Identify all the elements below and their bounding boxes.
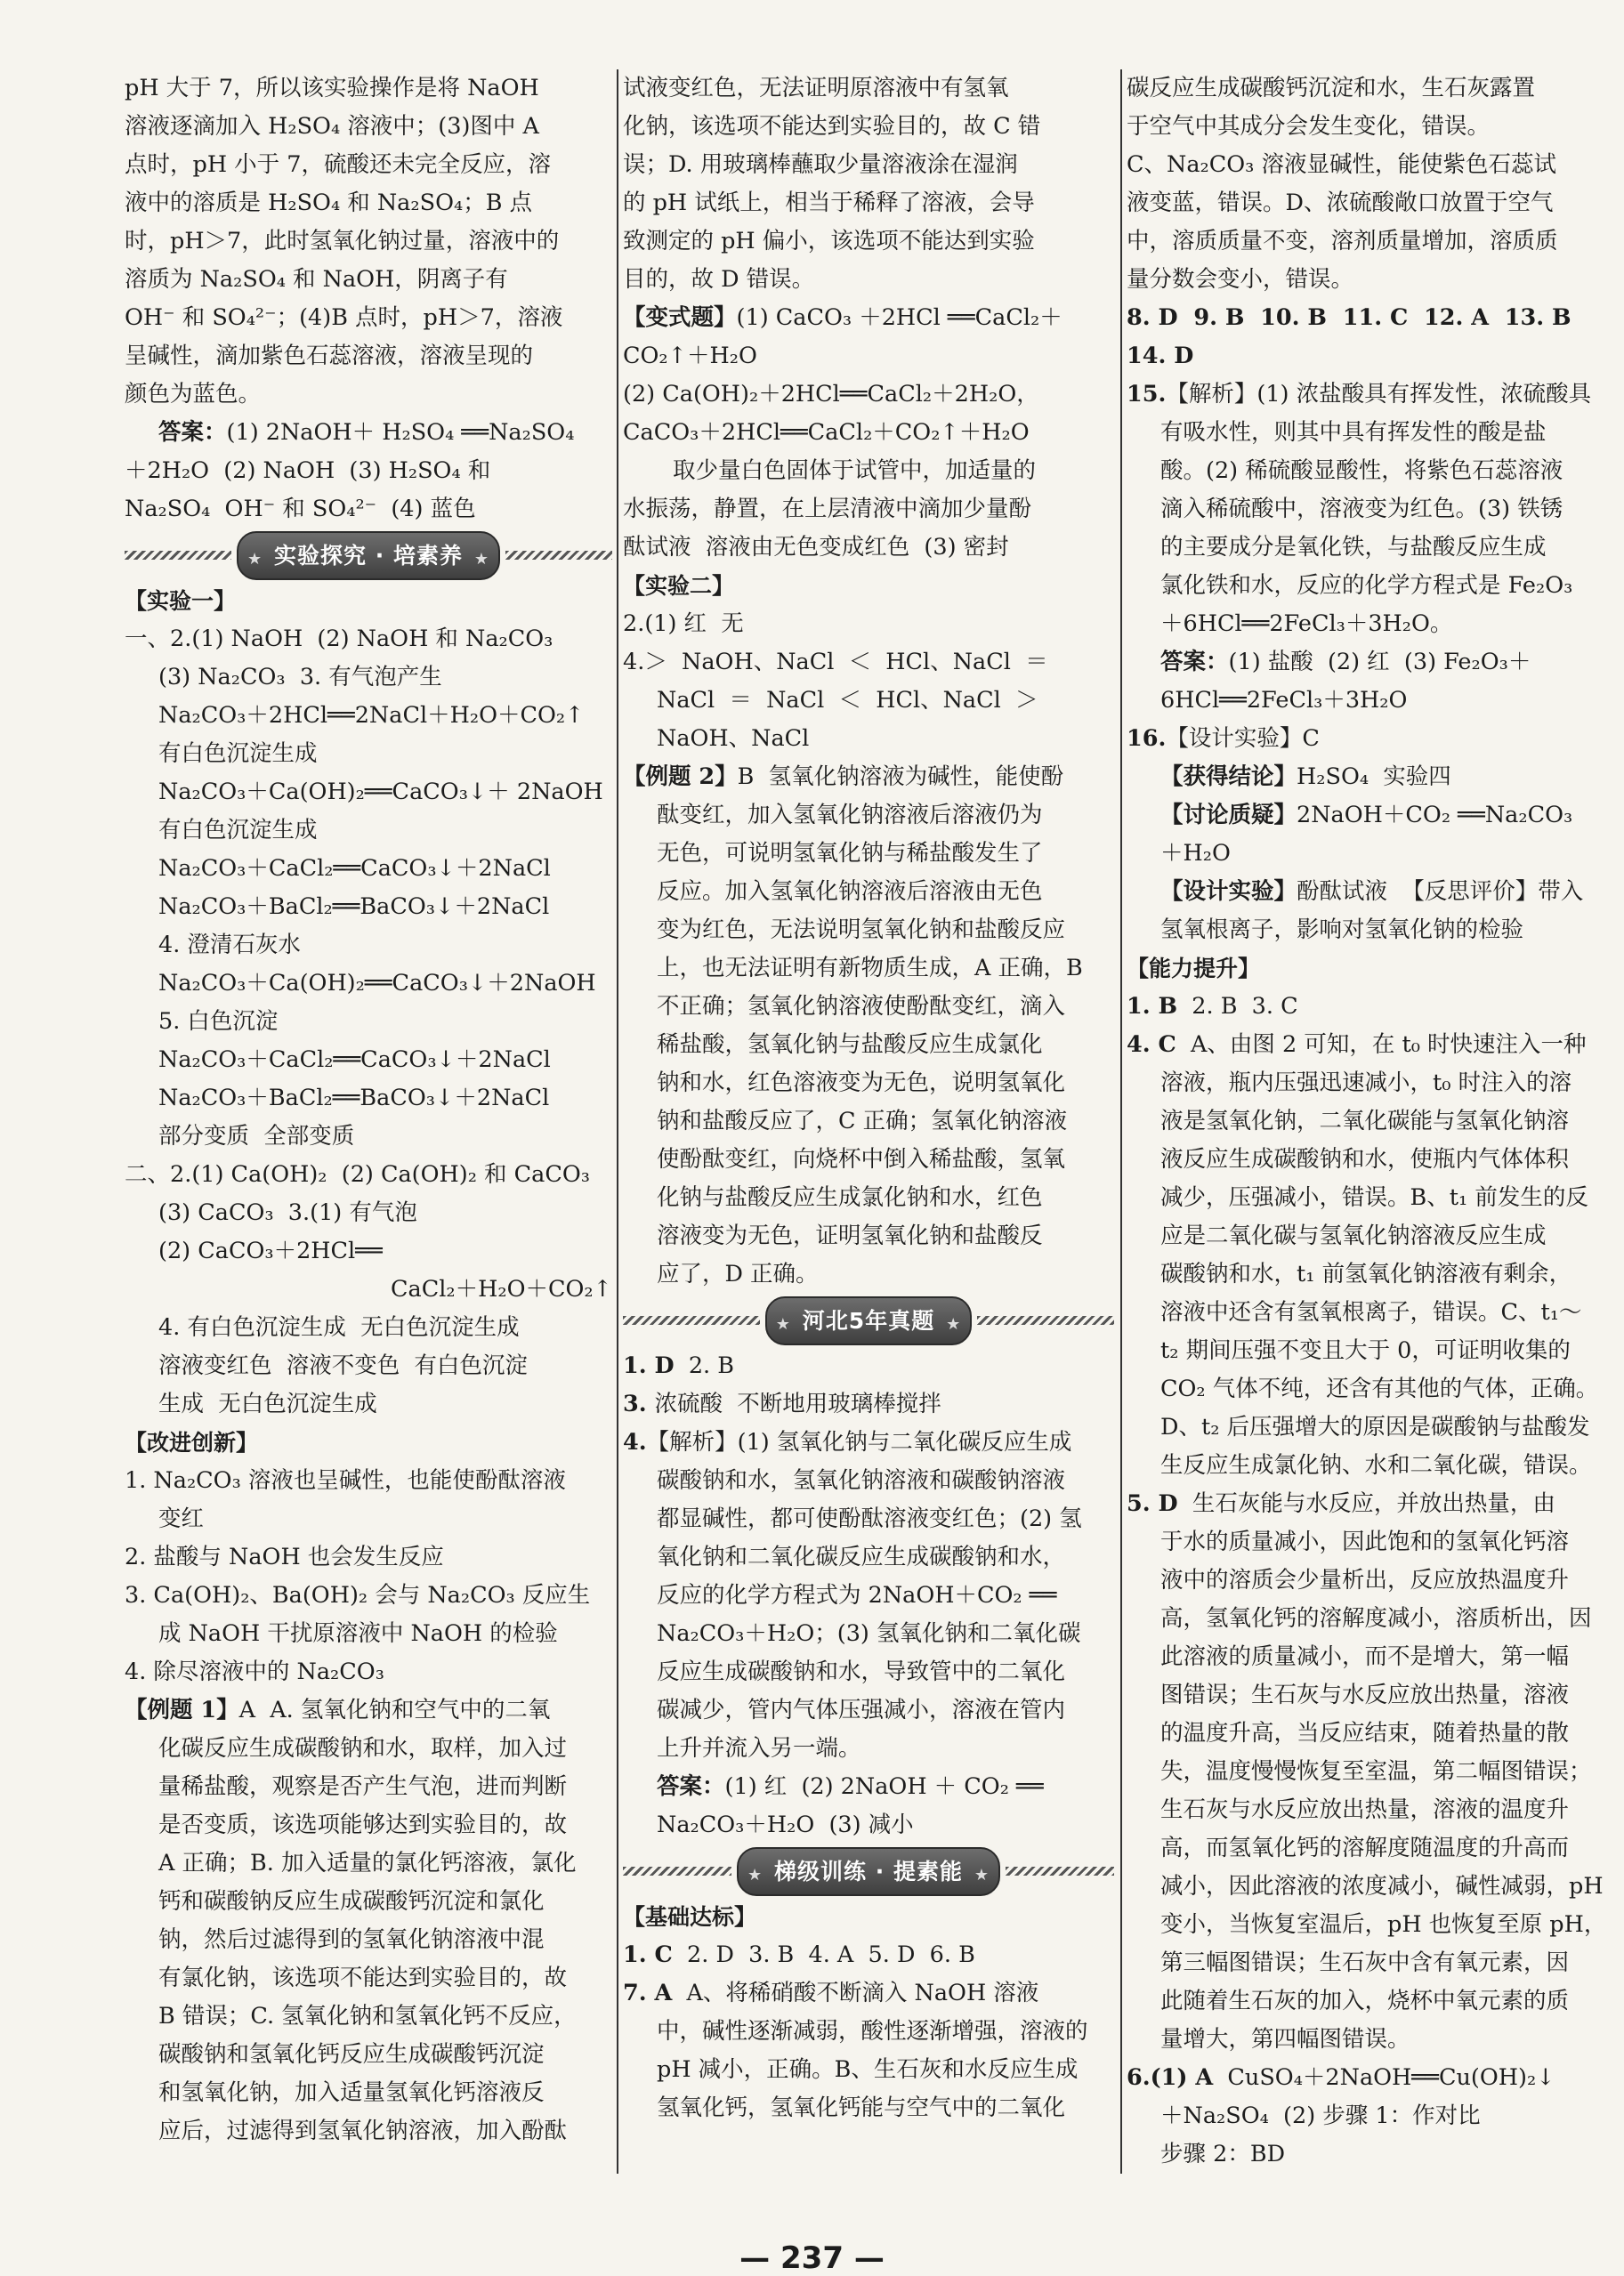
text-line: 2. 盐酸与 NaOH 也会发生反应 <box>125 1544 444 1570</box>
banner-title: 河北5年真题 <box>802 1307 935 1334</box>
text-line: CO₂↑＋H₂O <box>623 343 757 369</box>
text-line: 的温度升高，当反应结束，随着热量的散 <box>1160 1720 1570 1747</box>
text-line: 碳酸钠和水，t₁ 前氢氧化钠溶液有剩余， <box>1160 1261 1572 1287</box>
text-line: 应了，D 正确。 <box>657 1261 819 1287</box>
text-line: (2) CaCO₃＋2HCl══ <box>158 1238 383 1264</box>
text-line: 致测定的 pH 偏小，该选项不能达到实验 <box>623 228 1035 254</box>
text-line: 7. A A、将稀硝酸不断滴入 NaOH 溶液 <box>623 1980 1039 2006</box>
text-line: ＋H₂O <box>1160 840 1231 867</box>
column-middle <box>623 69 1114 2174</box>
text-line: 无色，可说明氢氧化钠与稀盐酸发生了 <box>657 840 1043 867</box>
answer-list <box>1127 299 1614 375</box>
section-banner: ★ 梯级训练 · 提素能 ★ <box>623 1848 1114 1894</box>
text-line: 1. Na₂CO₃ 溶液也呈碱性，也能使酚酞溶液 <box>125 1467 566 1494</box>
text-line: 的 pH 试纸上，相当于稀释了溶液，会导 <box>623 190 1035 216</box>
text-line: A 正确；B. 加入适量的氯化钙溶液，氯化 <box>158 1850 577 1876</box>
text-line: 使酚酞变红，向烧杯中倒入稀盐酸，氢氧 <box>657 1146 1066 1173</box>
column-right <box>1127 69 1614 2174</box>
text-line: 溶液变为无色，证明氢氧化钠和盐酸反 <box>657 1223 1043 1249</box>
text-line: t₂ 期间压强不变且大于 0，可证明收集的 <box>1160 1337 1571 1364</box>
text-line: 量分数会变小，错误。 <box>1127 266 1354 293</box>
text-line: 16.【设计实验】C <box>1127 725 1320 752</box>
text-line: 不正确；氢氧化钠溶液使酚酞变红，滴入 <box>657 993 1066 1020</box>
hebei-questions <box>623 1347 1114 1768</box>
text-line: 步骤 2：BD <box>1160 2141 1286 2167</box>
text-line: 都显碱性，都可使酚酞溶液变红色；(2) 氢 <box>657 1505 1082 1532</box>
column-divider <box>1120 69 1122 2174</box>
text-line: Na₂CO₃＋Ca(OH)₂══CaCO₃↓＋ 2NaOH <box>158 779 603 805</box>
text-line: 2.(1) 红 无 <box>623 610 744 637</box>
text-line: 图错误；生石灰与水反应放出热量，溶液 <box>1160 1682 1570 1708</box>
text-line: ＋6HCl══2FeCl₃＋3H₂O。 <box>1160 610 1453 637</box>
text-line: 高，而氢氧化钙的溶解度随温度的升高而 <box>1160 1835 1570 1861</box>
text-line: 滴入稀硫酸中，溶液变为红色。(3) 铁锈 <box>1160 496 1563 522</box>
text-line: C、Na₂CO₃ 溶液显碱性，能使紫色石蕊试 <box>1127 151 1556 178</box>
text-line: 第三幅图错误；生石灰中含有氧元素，因 <box>1160 1949 1570 1976</box>
text-line: 生成 无白色沉淀生成 <box>158 1391 377 1417</box>
text-line: NaOH、NaCl <box>657 725 810 752</box>
text-line: 一、2.(1) NaOH (2) NaOH 和 Na₂CO₃ <box>125 625 553 652</box>
text-line: 的主要成分是氧化铁，与盐酸反应生成 <box>1160 534 1547 561</box>
text-line: 【实验二】 <box>623 573 735 599</box>
text-line: 3. 浓硫酸 不断地用玻璃棒搅拌 <box>623 1391 941 1417</box>
text-line: 【实验一】 <box>125 588 237 614</box>
text-line: 钙和碳酸钠反应生成碳酸钙沉淀和氯化 <box>158 1888 545 1915</box>
text-line: 反应生成碳酸钠和水，导致管中的二氧化 <box>657 1659 1066 1685</box>
text-line: pH 减小，正确。B、生石灰和水反应生成 <box>657 2056 1079 2083</box>
text-line: 量稀盐酸，观察是否产生气泡，进而判断 <box>158 1773 568 1800</box>
text-line: 有吸水性，则其中具有挥发性的酸是盐 <box>1160 419 1547 446</box>
text-line: 反应的化学方程式为 2NaOH＋CO₂ ══ <box>657 1582 1057 1609</box>
text-line: 应后，过滤得到氢氧化钠溶液，加入酚酞 <box>158 2118 568 2144</box>
text-line: 【基础达标】 <box>623 1904 757 1930</box>
text-line: Na₂CO₃＋H₂O (3) 减小 <box>657 1812 914 1838</box>
text-line: 中，碱性逐渐减弱，酸性逐渐增强，溶液的 <box>657 2018 1088 2045</box>
text-line: 酸。(2) 稀硫酸显酸性，将紫色石蕊溶液 <box>1160 457 1563 484</box>
text-line: 3. Ca(OH)₂、Ba(OH)₂ 会与 Na₂CO₃ 反应生 <box>125 1582 591 1609</box>
text-line: 液中的溶质会少量析出，反应放热温度升 <box>1160 1567 1570 1594</box>
text-line: 化碳反应生成碳酸钠和水，取样，加入过 <box>158 1735 568 1762</box>
text-line: 4. C A、由图 2 可知，在 t₀ 时快速注入一种 <box>1127 1031 1587 1058</box>
text-line: Na₂CO₃＋BaCl₂══BaCO₃↓＋2NaCl <box>158 893 550 920</box>
text-line: 钠和水，红色溶液变为无色，说明氢氧化 <box>657 1069 1066 1096</box>
section-text <box>623 69 1114 299</box>
banner-title: 实验探究 · 培素养 <box>274 542 463 569</box>
text-line: 4. 澄清石灰水 <box>158 932 301 958</box>
text-line: 反应。加入氢氧化钠溶液后溶液由无色 <box>657 878 1043 905</box>
text-line: 5. D 生石灰能与水反应，并放出热量，由 <box>1127 1490 1555 1517</box>
variant-question <box>623 299 1114 567</box>
text-line: 成 NaOH 干扰原溶液中 NaOH 的检验 <box>158 1620 558 1647</box>
text-line: 碳酸钠和水，氢氧化钠溶液和碳酸钠溶液 <box>657 1467 1066 1494</box>
text-line: 点时，pH 小于 7，硫酸还未完全反应，溶 <box>125 151 551 178</box>
text-line: 8. D 9. B 10. B 11. C 12. A 13. B <box>1127 304 1571 331</box>
text-line: Na₂SO₄ OH⁻ 和 SO₄²⁻ (4) 蓝色 <box>125 496 476 522</box>
text-line: 【能力提升】 <box>1127 956 1261 981</box>
text-line: 化钠，该选项不能达到实验目的，故 C 错 <box>623 113 1041 140</box>
text-line: 有氯化钠，该选项不能达到实验目的，故 <box>158 1965 568 1991</box>
text-line: 有白色沉淀生成 <box>158 740 318 767</box>
text-line: 氧化钠和二氧化碳反应生成碳酸钠和水， <box>657 1544 1066 1570</box>
text-line: CaCl₂＋H₂O＋CO₂↑ <box>391 1276 612 1303</box>
text-line: 溶液中还含有氢氧根离子，错误。C、t₁～ <box>1160 1299 1582 1326</box>
text-line: 4. 有白色沉淀生成 无白色沉淀生成 <box>158 1314 520 1341</box>
text-line: 高，氢氧化钙的溶解度减小，溶质析出，因 <box>1160 1605 1592 1632</box>
text-line: 碳减少，管内气体压强减小，溶液在管内 <box>657 1697 1066 1723</box>
text-line: 15.【解析】(1) 浓盐酸具有挥发性，浓硫酸具 <box>1127 381 1592 408</box>
text-line: 1. C 2. D 3. B 4. A 5. D 6. B <box>623 1941 975 1968</box>
text-line: 应是二氧化碳与氢氧化钠溶液反应生成 <box>1160 1223 1547 1249</box>
text-line: 失，温度慢慢恢复至室温，第二幅图错误； <box>1160 1758 1592 1785</box>
text-line: NaCl ＝ NaCl ＜ HCl、NaCl ＞ <box>657 687 1038 714</box>
text-line: 碳反应生成碳酸钙沉淀和水，生石灰露置 <box>1127 75 1536 101</box>
text-line: 上升并流入另一端。 <box>657 1735 861 1762</box>
text-line: 酞变红，加入氢氧化钠溶液后溶液仍为 <box>657 802 1043 828</box>
text-line: 4.【解析】(1) 氢氧化钠与二氧化碳反应生成 <box>623 1429 1072 1456</box>
page-number: — 237 — <box>739 2240 885 2276</box>
text-line: 和氢氧化钠，加入适量氢氧化钙溶液反 <box>158 2079 545 2106</box>
experiment-one <box>125 582 612 1424</box>
text-line: 稀盐酸，氢氧化钠与盐酸反应生成氯化 <box>657 1031 1043 1058</box>
text-line: 6HCl══2FeCl₃＋3H₂O <box>1160 687 1408 714</box>
text-line: ＋2H₂O (2) NaOH (3) H₂SO₄ 和 <box>125 457 491 484</box>
text-line: 呈碱性，滴加紫色石蕊溶液，溶液呈现的 <box>125 343 534 369</box>
text-line: 水振荡，静置，在上层清液中滴加少量酚 <box>623 496 1032 522</box>
text-line: B 错误；C. 氢氧化钠和氢氧化钙不反应， <box>158 2003 577 2030</box>
column-left <box>125 69 612 2174</box>
text-line: 钠和盐酸反应了，C 正确；氢氧化钠溶液 <box>657 1108 1068 1134</box>
text-line: 化钠与盐酸反应生成氯化钠和水，红色 <box>657 1184 1043 1211</box>
text-line: Na₂CO₃＋CaCl₂══CaCO₃↓＋2NaCl <box>158 1046 551 1073</box>
text-line: 【变式题】(1) CaCO₃ ＋2HCl ══CaCl₂＋ <box>623 304 1062 331</box>
text-line: 液变蓝，错误。D、浓硫酸敞口放置于空气 <box>1127 190 1554 216</box>
text-line: 有白色沉淀生成 <box>158 817 318 843</box>
ability-improve <box>1127 949 1614 2174</box>
text-line: 生石灰与水反应放出热量，溶液的温度升 <box>1160 1796 1570 1823</box>
text-line: 于水的质量减小，因此饱和的氢氧化钙溶 <box>1160 1529 1570 1555</box>
text-line: 此随着生石灰的加入，烧杯中氧元素的质 <box>1160 1988 1570 2014</box>
text-line: 中，溶质质量不变，溶剂质量增加，溶质质 <box>1127 228 1558 254</box>
text-line: 于空气中其成分会发生变化，错误。 <box>1127 113 1491 140</box>
text-line: 溶质为 Na₂SO₄ 和 NaOH，阴离子有 <box>125 266 508 293</box>
section-banner: ★ 实验探究 · 培素养 ★ <box>125 532 612 578</box>
text-line: 目的，故 D 错误。 <box>623 266 815 293</box>
text-line: ＋Na₂SO₄ (2) 步骤 1：作对比 <box>1160 2102 1481 2129</box>
text-line: 二、2.(1) Ca(OH)₂ (2) Ca(OH)₂ 和 CaCO₃ <box>125 1161 591 1188</box>
text-line: 量增大，第四幅图错误。 <box>1160 2026 1410 2053</box>
text-line: 6.(1) A CuSO₄＋2NaOH══Cu(OH)₂↓ <box>1127 2064 1555 2091</box>
text-line: 【例题 2】B 氢氧化钠溶液为碱性，能使酚 <box>623 763 1064 790</box>
text-line: Na₂CO₃＋H₂O；(3) 氢氧化钠和二氧化碳 <box>657 1620 1081 1647</box>
text-line: Na₂CO₃＋BaCl₂══BaCO₃↓＋2NaCl <box>158 1085 550 1111</box>
text-line: 1. D 2. B <box>623 1352 735 1379</box>
text-line: (3) Na₂CO₃ 3. 有气泡产生 <box>158 664 442 690</box>
text-line: 4. 除尽溶液中的 Na₂CO₃ <box>125 1659 384 1685</box>
text-line: pH 大于 7，所以该实验操作是将 NaOH <box>125 75 539 101</box>
text-line: OH⁻ 和 SO₄²⁻；(4)B 点时，pH＞7，溶液 <box>125 304 563 331</box>
text-line: 氢氧化钙，氢氧化钙能与空气中的二氧化 <box>657 2094 1066 2121</box>
text-line: 【讨论质疑】2NaOH＋CO₂ ══Na₂CO₃ <box>1160 802 1573 828</box>
text-line: (3) CaCO₃ 3.(1) 有气泡 <box>158 1199 417 1226</box>
text-line: 答案：(1) 盐酸 (2) 红 (3) Fe₂O₃＋ <box>1160 649 1531 675</box>
text-line: 溶液逐滴加入 H₂SO₄ 溶液中；(3)图中 A <box>125 113 539 140</box>
text-line: (2) Ca(OH)₂＋2HCl══CaCl₂＋2H₂O， <box>623 381 1039 408</box>
text-line: 时，pH＞7，此时氢氧化钠过量，溶液中的 <box>125 228 560 254</box>
text-line: 14. D <box>1127 343 1194 369</box>
example-two <box>623 758 1114 1294</box>
text-line: 减小，因此溶液的浓度减小，碱性减弱，pH <box>1160 1873 1604 1900</box>
text-line: 液是氢氧化钠，二氧化碳能与氢氧化钠溶 <box>1160 1108 1570 1134</box>
text-line: 是否变质，该选项能够达到实验目的，故 <box>158 1812 568 1838</box>
text-line: 【获得结论】H₂SO₄ 实验四 <box>1160 763 1451 790</box>
text-line: 液中的溶质是 H₂SO₄ 和 Na₂SO₄；B 点 <box>125 190 533 216</box>
text-line: 氯化铁和水，反应的化学方程式是 Fe₂O₃ <box>1160 572 1573 599</box>
text-line: 碳酸钠和氢氧化钙反应生成碳酸钙沉淀 <box>158 2041 545 2068</box>
text-line: 误；D. 用玻璃棒蘸取少量溶液涂在湿润 <box>623 151 1018 178</box>
text-line: 4.＞ NaOH、NaCl ＜ HCl、NaCl ＝ <box>623 649 1048 675</box>
text-line: Na₂CO₃＋Ca(OH)₂══CaCO₃↓＋2NaOH <box>158 970 596 997</box>
question-15 <box>1127 375 1614 720</box>
banner-title: 梯级训练 · 提素能 <box>774 1858 963 1885</box>
text-line: D、t₂ 后压强增大的原因是碳酸钠与盐酸发 <box>1160 1414 1590 1441</box>
text-line: Na₂CO₃＋2HCl══2NaCl＋H₂O＋CO₂↑ <box>158 702 585 729</box>
text-line: 答案：(1) 红 (2) 2NaOH ＋ CO₂ ══ <box>657 1773 1044 1800</box>
text-line: CO₂ 气体不纯，还含有其他的气体，正确。 <box>1160 1376 1599 1402</box>
text-line: 试液变红色，无法证明原溶液中有氢氧 <box>623 75 1009 101</box>
text-line: 变红 <box>158 1505 205 1532</box>
text-line: 减少，压强减小，错误。B、t₁ 前发生的反 <box>1160 1184 1588 1211</box>
text-line: 变为红色，无法说明氢氧化钠和盐酸反应 <box>657 916 1066 943</box>
text-line: Na₂CO₃＋CaCl₂══CaCO₃↓＋2NaCl <box>158 855 551 882</box>
text-line: 溶液变红色 溶液不变色 有白色沉淀 <box>158 1352 528 1379</box>
text-line: 变小，当恢复室温后，pH 也恢复至原 pH， <box>1160 1911 1607 1938</box>
text-line: 答案：(1) 2NaOH＋ H₂SO₄ ══Na₂SO₄ <box>158 419 575 446</box>
basic-practice <box>623 1898 1114 2127</box>
text-line: 溶液，瓶内压强迅速减小，t₀ 时注入的溶 <box>1160 1069 1572 1096</box>
text-line: 颜色为蓝色。 <box>125 381 262 408</box>
text-line: 生反应生成氯化钠、水和二氧化碳，错误。 <box>1160 1452 1592 1479</box>
section-text <box>125 69 612 414</box>
answer-block <box>125 414 612 529</box>
text-line: CaCO₃＋2HCl══CaCl₂＋CO₂↑＋H₂O <box>623 419 1030 446</box>
question-16 <box>1127 720 1614 949</box>
text-line: 液反应生成碳酸钠和水，使瓶内气体体积 <box>1160 1146 1570 1173</box>
text-line: 酞试液 溶液由无色变成红色 (3) 密封 <box>623 534 1009 561</box>
section-text <box>1127 69 1614 299</box>
text-line: 部分变质 全部变质 <box>158 1123 355 1150</box>
text-line: 【设计实验】酚酞试液 【反思评价】带入 <box>1160 878 1584 905</box>
text-line: 【例题 1】A A. 氢氧化钠和空气中的二氧 <box>125 1697 551 1723</box>
experiment-two <box>623 567 1114 758</box>
text-line: 此溶液的质量减小，而不是增大，第一幅 <box>1160 1643 1570 1670</box>
section-banner: ★ 河北5年真题 ★ <box>623 1297 1114 1344</box>
answer-block <box>623 1768 1114 1844</box>
text-line: 钠，然后过滤得到的氢氧化钠溶液中混 <box>158 1926 545 1953</box>
column-divider <box>617 69 618 2174</box>
text-line: 取少量白色固体于试管中，加适量的 <box>673 457 1037 484</box>
text-line: 【改进创新】 <box>125 1430 259 1456</box>
text-line: 5. 白色沉淀 <box>158 1008 279 1035</box>
text-line: 上，也无法证明有新物质生成，A 正确，B <box>657 955 1083 981</box>
improvement <box>125 1424 612 2151</box>
text-line: 氢氧根离子，影响对氢氧化钠的检验 <box>1160 916 1524 943</box>
text-line: 1. B 2. B 3. C <box>1127 993 1298 1020</box>
